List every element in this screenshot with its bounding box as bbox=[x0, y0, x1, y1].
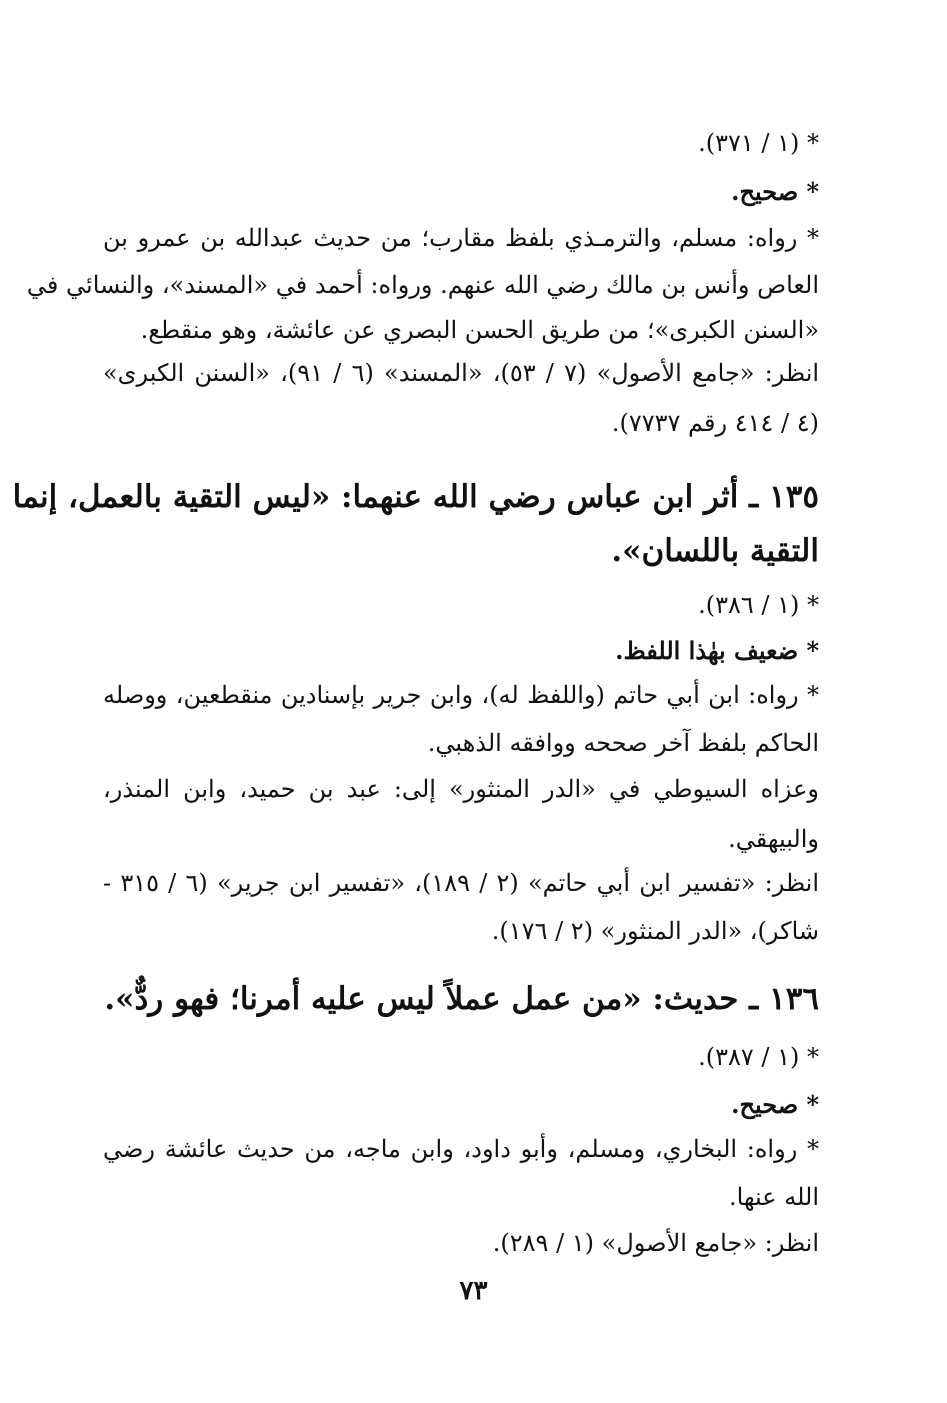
entry-heading-135-cont: التقية باللسان». bbox=[611, 533, 819, 569]
text-line: الحاكم بلفظ آخر صححه ووافقه الذهبي. bbox=[427, 729, 819, 757]
page-number: ٧٣ bbox=[459, 1276, 488, 1306]
text-line: الله عنها. bbox=[729, 1183, 819, 1211]
text-line: «السنن الكبرى»؛ من طريق الحسن البصري عن عائشة، وهو منقطع. bbox=[140, 316, 819, 344]
reference-line: * (١ / ٣٨٦). bbox=[698, 591, 819, 619]
text-line: * رواه: مسلم، والترمـذي بلفظ مقارب؛ من حديث عبدالله بن عمرو بن bbox=[103, 224, 819, 252]
reference-line: * (١ / ٣٨٧). bbox=[698, 1043, 819, 1071]
source-line: شاكر)، «الدر المنثور» (٢ / ١٧٦). bbox=[491, 917, 819, 945]
grading-line: * صحيح. bbox=[731, 1090, 819, 1119]
text-line: * رواه: ابن أبي حاتم (واللفظ له)، وابن جرير بإسنادين منقطعين، ووصله bbox=[103, 681, 819, 709]
reference-line: * (١ / ٣٧١). bbox=[698, 129, 819, 157]
text-line: * رواه: البخاري، ومسلم، وأبو داود، وابن ماجه، من حديث عائشة رضي bbox=[103, 1135, 819, 1163]
source-line: انظر: «جامع الأصول» (٧ / ٥٣)، «المسند» (٦ / ٩١)، «السنن الكبرى» bbox=[103, 359, 820, 387]
entry-heading-136: ١٣٦ ـ حديث: «من عمل عملاً ليس عليه أمرنا؛ فهو ردٌّ». bbox=[104, 981, 819, 1017]
text-line: العاص وأنس بن مالك رضي الله عنهم. ورواه: أحمد في «المسند»، والنسائي في bbox=[26, 271, 819, 299]
entry-heading-135: ١٣٥ ـ أثر ابن عباس رضي الله عنهما: «ليس التقية بالعمل، إنما bbox=[12, 479, 819, 515]
source-line: انظر: «جامع الأصول» (١ / ٢٨٩). bbox=[492, 1229, 819, 1257]
source-line: (٤ / ٤١٤ رقم ٧٧٣٧). bbox=[611, 409, 819, 437]
grading-line: * ضعيف بهٰذا اللفظ. bbox=[615, 636, 819, 665]
grading-line: * صحيح. bbox=[731, 177, 819, 206]
text-line: وعزاه السيوطي في «الدر المنثور» إلى: عبد بن حميد، وابن المنذر، bbox=[103, 775, 819, 803]
source-line: انظر: «تفسير ابن أبي حاتم» (٢ / ١٨٩)، «تفسير ابن جرير» (٦ / ٣١٥ - bbox=[103, 869, 820, 897]
text-line: والبيهقي. bbox=[728, 825, 819, 853]
